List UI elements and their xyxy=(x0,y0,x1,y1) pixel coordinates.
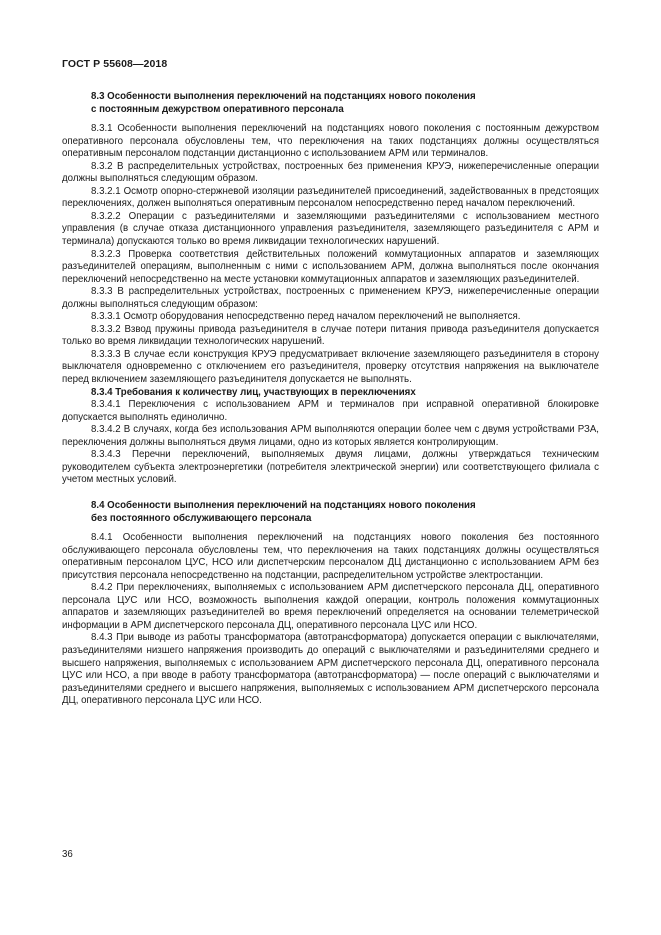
paragraph-8-3-4-3: 8.3.4.3 Перечни переключений, выполняемых двумя лицами, должны утверждаться техническим руководителем субъекта электроэнергетики (потребителя электрической энергии) или соответствующего филиала с учетом местных условий. xyxy=(62,449,599,486)
paragraph-8-3-2-2: 8.3.2.2 Операции с разъединителями и заземляющими разъединителями с использованием местного управления (в случае отказа дистанционного управления разъединителя, заземляющего разъединителя с АРМ и терминала) допускаются только во время ликвидации технологических нарушений. xyxy=(62,210,599,248)
document-code: ГОСТ Р 55608—2018 xyxy=(62,58,168,70)
paragraph-8-3-3-1: 8.3.3.1 Осмотр оборудования непосредственно перед началом переключений не выполняется. xyxy=(91,311,521,323)
paragraph-8-3-3-2: 8.3.3.2 Взвод пружины привода разъединителя в случае потери питания привода разъединителя допускается только во время ликвидации технологических нарушений. xyxy=(62,323,599,348)
paragraph-8-3-2-3: 8.3.2.3 Проверка соответствия действительных положений коммутационных аппаратов и заземляющих разъединителей операциям, выполненным с ними с использованием АРМ, должна выполняться после окончания переключений непосредственно на месте установки коммутационных аппаратов и заземляющих разъединителей. xyxy=(62,248,599,285)
section-8-3-heading-line2: с постоянным дежурством оперативного персонала xyxy=(91,103,344,115)
paragraph-8-4-3: 8.4.3 При выводе из работы трансформатора (автотрансформатора) допускается операции с выключателями, разъединителями низшего напряжения производить до операций с выключателями и разъединителями среднего и высшего напряжения, выполняемых с использованием АРМ диспетчерского персонала ДЦ, оперативного персонала ЦУС или НСО, а при вводе в работу трансформатора (автотрансформатора) — после операций с выключателями и разъединителями среднего и высшего напряжения, выполняемых с использованием АРМ диспетчерского персонала ДЦ, оперативного персонала ЦУС или НСО. xyxy=(62,632,599,707)
paragraph-8-4-2: 8.4.2 При переключениях, выполняемых с использованием АРМ диспетчерского персонала ДЦ, оперативного персонала ЦУС или НСО, возможность выполнения каждой операции, контроль положения коммутационных аппаратов и заземляющих разъединителей во время переключений определяется на основании телеметрической информации в АРМ диспетчерского персонала ДЦ, оперативного персонала ЦУС или НСО. xyxy=(62,582,599,631)
page-content xyxy=(62,91,599,708)
subheading-8-3-4: 8.3.4 Требования к количеству лиц, участвующих в переключениях xyxy=(91,386,416,398)
paragraph-8-3-1: 8.3.1 Особенности выполнения переключений на подстанциях нового поколения с постоянным дежурством оперативного персонала обусловлены тем, что переключения на таких подстанциях должны осуществляться оперативным персоналом подстанции дистанционно с использованием АРМ или терминалов. xyxy=(62,123,599,160)
paragraph-8-3-4-1: 8.3.4.1 Переключения с использованием АРМ и терминалов при исправной оперативной блокировке допускается выполнять единолично. xyxy=(62,399,599,423)
paragraph-8-3-2: 8.3.2 В распределительных устройствах, построенных без применения КРУЭ, нижеперечисленные операции должны выполняться следующим образом. xyxy=(62,160,599,185)
section-8-3-heading-line1: 8.3 Особенности выполнения переключений на подстанциях нового поколения xyxy=(91,91,476,102)
paragraph-8-3-4-2: 8.3.4.2 В случаях, когда без использования АРМ выполняются операции более чем с двумя устройствами РЗА, переключения должны выполняться двумя лицами, одно из которых является контролирующим. xyxy=(62,424,599,448)
paragraph-8-3-2-1: 8.3.2.1 Осмотр опорно-стержневой изоляции разъединителей присоединений, задействованных в предстоящих переключениях, должен выполняться оперативным персоналом непосредственно перед началом переключений. xyxy=(62,185,599,210)
section-8-4-heading xyxy=(62,500,599,525)
section-8-3-heading xyxy=(62,91,599,116)
paragraph-8-3-3: 8.3.3 В распределительных устройствах, построенных с применением КРУЭ, нижеперечисленные операции должны выполняться следующим образом: xyxy=(62,286,599,310)
section-8-4-heading-line1: 8.4 Особенности выполнения переключений на подстанциях нового поколения xyxy=(91,499,476,511)
paragraph-8-3-3-3: 8.3.3.3 В случае если конструкция КРУЭ предусматривает включение заземляющего разъединителя в сторону выключателя одновременно с отключением его разъединителя, проверку отсутствия напряжения на выключателе перед включением заземляющего разъединителя допускается не выполнять. xyxy=(62,348,599,386)
paragraph-8-4-1: 8.4.1 Особенности выполнения переключений на подстанциях нового поколения без постоянного обслуживающего персонала обусловлены тем, что переключения на таких подстанциях должны осуществляться оперативным персоналом ЦУС, НСО или диспетчерским персоналом ДЦ дистанционно с использованием АРМ без присутствия персонала непосредственно на подстанции, распределительном устройстве электростанции. xyxy=(62,532,599,581)
page-number: 36 xyxy=(62,849,73,860)
section-8-4-heading-line2: без постоянного обслуживающего персонала xyxy=(91,512,312,524)
